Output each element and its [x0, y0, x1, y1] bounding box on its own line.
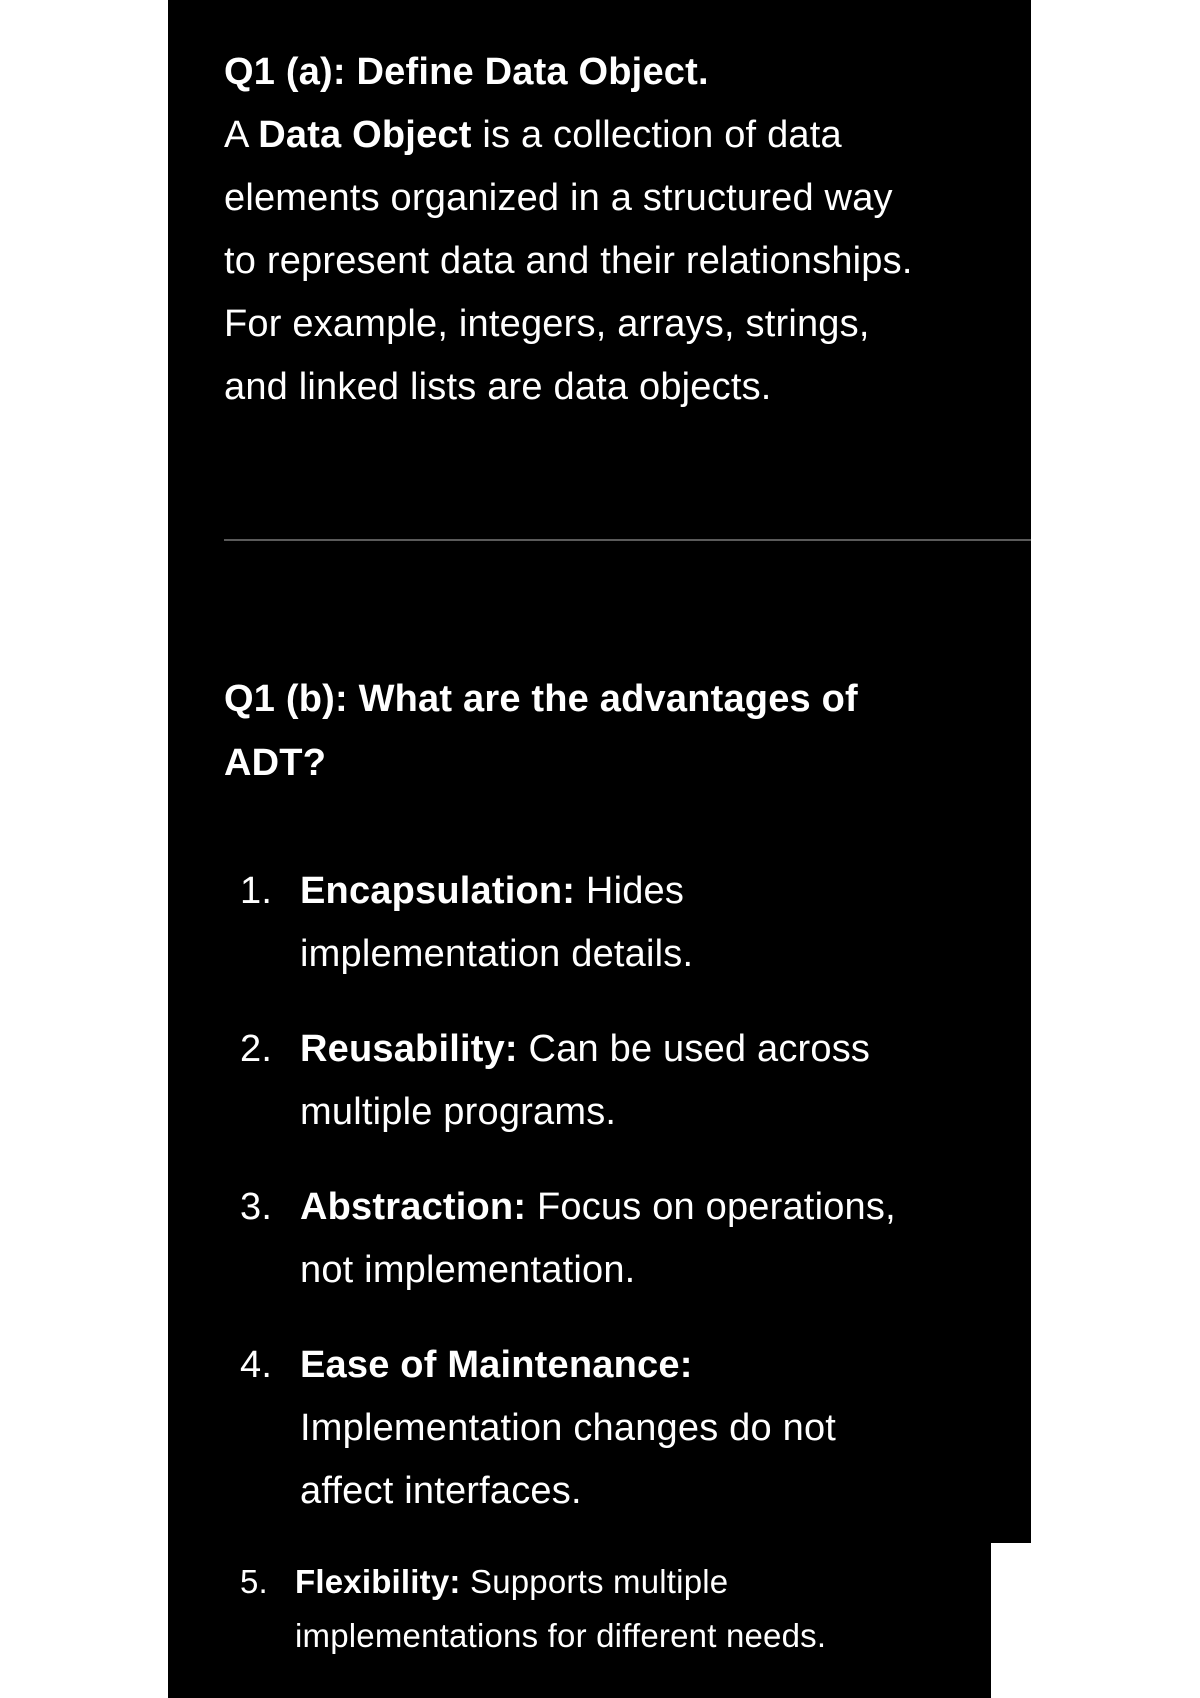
q1a-section [224, 40, 1044, 419]
q1b-title-line-2: ADT? [224, 742, 327, 784]
list-item-line-1 [300, 1334, 1020, 1397]
list-item-line1-rest: Hides [575, 870, 685, 912]
list-item-line-2: implementation details. [300, 933, 694, 975]
list-item-line-2: Implementation changes do not [300, 1407, 837, 1449]
list-item-number: 2. [240, 1028, 273, 1070]
list-item-term: Reusability: [300, 1028, 518, 1070]
list-item-term: Flexibility: [295, 1563, 461, 1600]
q1a-answer-line-4: For example, integers, arrays, strings, [224, 303, 870, 345]
list-item-line-2: not implementation. [300, 1249, 636, 1291]
list-item-number: 1. [240, 870, 273, 912]
list-item-number: 4. [240, 1344, 273, 1386]
list-item [240, 1176, 1020, 1302]
q1a-answer-line-2: elements organized in a structured way [224, 177, 893, 219]
list-item [240, 1334, 1020, 1523]
list-item-line-1 [300, 860, 1020, 923]
list-item [240, 860, 1020, 986]
list-item-term: Abstraction: [300, 1186, 527, 1228]
q1a-answer-term: Data Object [258, 114, 472, 156]
list-item-line-2: multiple programs. [300, 1091, 617, 1133]
list-item-line1-rest: Focus on operations, [526, 1186, 896, 1228]
list-item-line-1 [300, 1018, 1020, 1081]
list-item [240, 1555, 1020, 1663]
q1a-title: Q1 (a): Define Data Object. [224, 51, 709, 93]
list-item-line-1 [295, 1555, 1020, 1609]
list-item-line-3: affect interfaces. [300, 1470, 582, 1512]
q1a-answer-intro: A [224, 114, 259, 156]
list-item-line-2: implementations for different needs. [295, 1617, 827, 1654]
list-item-term: Ease of Maintenance: [300, 1344, 693, 1386]
section-divider [224, 539, 1031, 541]
q1b-title-line-1: Q1 (b): What are the advantages of [224, 678, 858, 720]
list-item-term: Encapsulation: [300, 870, 576, 912]
advantages-list [240, 860, 1020, 1695]
q1b-section [224, 667, 1004, 795]
list-item-line1-rest: Can be used across [517, 1028, 871, 1070]
list-item-line1-rest: Supports multiple [460, 1563, 729, 1600]
q1a-answer-line1-rest: is a collection of data [471, 114, 842, 156]
list-item-line-1 [300, 1176, 1020, 1239]
list-item-number: 3. [240, 1186, 273, 1228]
q1a-answer-line-1 [224, 104, 1044, 167]
list-item [240, 1018, 1020, 1144]
q1a-answer-line-5: and linked lists are data objects. [224, 366, 772, 408]
list-item-number: 5. [240, 1563, 268, 1600]
q1a-answer-line-3: to represent data and their relationships. [224, 240, 913, 282]
